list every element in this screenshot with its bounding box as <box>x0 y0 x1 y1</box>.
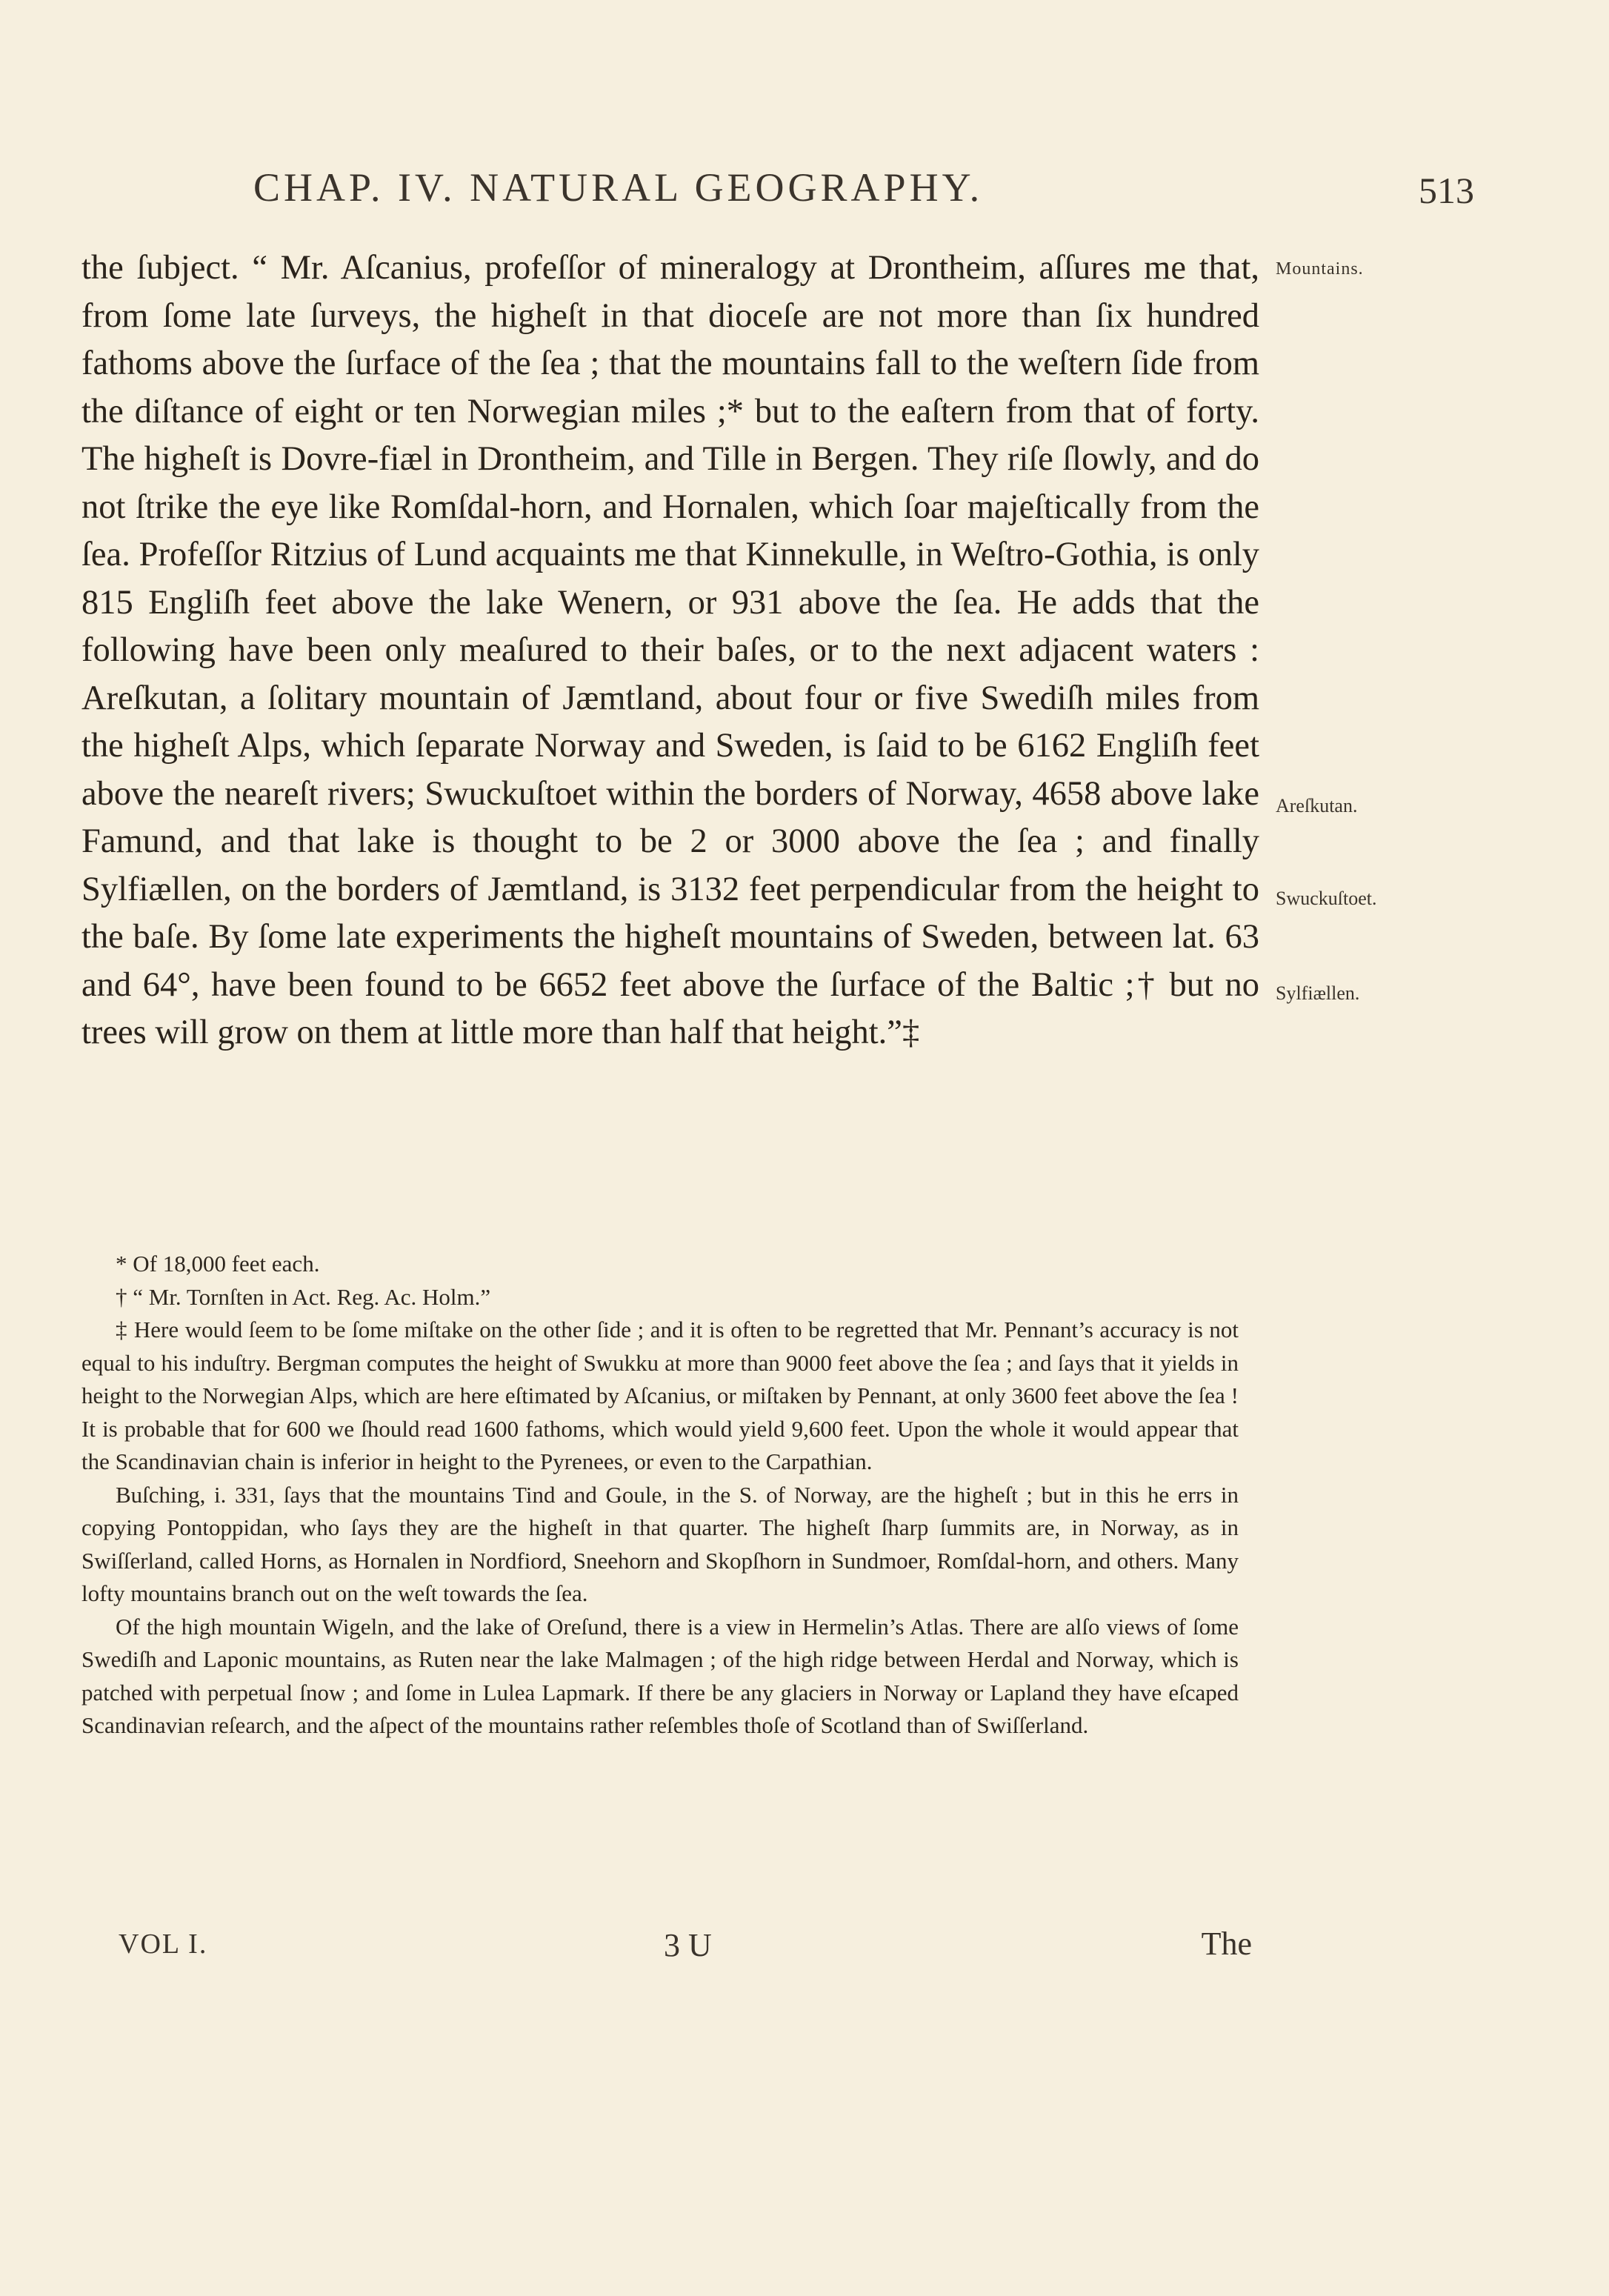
volume-label: VOL I. <box>119 1929 208 1960</box>
catchword: The <box>1201 1926 1252 1962</box>
signature-mark: 3 U <box>664 1927 712 1963</box>
margin-note-sylfiaellen: Sylfiællen. <box>1276 982 1360 1004</box>
footnote-dagger: † “ Mr. Tornſten in Act. Reg. Ac. Holm.” <box>116 1283 491 1310</box>
margin-note-mountains: Mountains. <box>1276 259 1364 279</box>
running-header <box>81 164 1474 224</box>
footnote-wigeln: Of the high mountain Wigeln, and the lake of Oreſund, there is a view in Hermelin’s Atlas. There are alſo views of ſome Swediſh and Laponic mountains, as Ruten near the lake Malmagen ; of the high ridge between Herdal and Norway, which is patched with perpetual ſnow ; and ſome in Lulea Lapmark. If there be any glaciers in Norway or Lapland they have eſcaped Scandinavian reſearch, and the aſpect of the mountains rather reſembles thoſe of Scotland than of Swiſſerland. <box>81 1613 1239 1738</box>
body-paragraph: the ſubject. “ Mr. Aſcanius, profeſſor of mineralogy at Drontheim, aſſures me that, from ſome late ſurveys, the higheſt in that diocеſe are not more than ſix hundred fathoms above the ſurface of the ſea ; that the mountains fall to the weſtern ſide from the diſtance of eight or ten Norwegian miles ;* but to the eaſtern from that of forty. The higheſt is Dovre-fiæl in Drontheim, and Tille in Bergen. They riſe ſlowly, and do not ſtrike the eye like Romſdal-horn, and Hornalen, which ſoar majeſtically from the ſea. Profeſſor Ritzius of Lund acquaints me that Kinnekulle, in Weſtro-Gothia, is only 815 Engliſh feet above the lake Wenern, or 931 above the ſea. He adds that the following have been only meaſured to their baſes, or to the next adjacent waters : Areſkutan, a ſolitary mountain of Jæmtland, about four or five Swediſh miles from the higheſt Alps, which ſeparate Norway and Sweden, is ſaid to be 6162 Engliſh feet above the neareſt rivers; Swuckuſtoet within the borders of Norway, 4658 above lake Famund, and that lake is thought to be 2 or 3000 above the ſea ; and finally Sylfiællen, on the borders of Jæmtland, is 3132 feet perpendicular from the height to the baſe. By ſome late experiments the higheſt mountains of Sweden, between lat. 63 and 64°, have been found to be 6652 feet above the ſurface of the Baltic ;† but no trees will grow on them at little more than half that height.”‡ <box>81 249 1259 1051</box>
margin-note-areskutan: Areſkutan. <box>1276 795 1358 816</box>
footnote-busching: Buſching, i. 331, ſays that the mountains Tind and Goule, in the S. of Norway, are the higheſt ; but in this he errs in copying Pontoppidan, who ſays they are the higheſt in that quarter. The higheſt ſharp ſummits are, in Norway, as in Swiſſerland, called Horns, as Hornalen in Nordfiord, Sneehorn and Skopſhorn in Sundmoer, Romſdal-horn, and others. Many lofty mountains branch out on the weſt towards the ſea. <box>81 1481 1239 1606</box>
page-number: 513 <box>1419 170 1474 211</box>
footnote-double-dagger: ‡ Here would ſeem to be ſome miſtake on the other ſide ; and it is often to be regretted that Mr. Pennant’s accuracy is not equal to his induſtry. Bergman computes the height of Swukku at more than 9000 feet above the ſea ; and ſays that it yields in height to the Norwegian Alps, which are here eſtimated by Aſcanius, or miſtaken by Pennant, at only 3600 feet above the ſea ! It is probable that for 600 we ſhould read 1600 fathoms, which would yield 9,600 feet. Upon the whole it would appear that the Scandinavian chain is inferior in height to the Pyrenees, or even to the Carpathian. <box>81 1317 1239 1474</box>
body-text <box>81 244 1259 1057</box>
chapter-title: CHAP. IV. NATURAL GEOGRAPHY. <box>253 165 984 210</box>
footnote-asterisk: * Of 18,000 feet each. <box>116 1251 320 1277</box>
page-footer <box>81 1923 1252 1975</box>
footnotes <box>81 1248 1239 1743</box>
margin-note-swuckustoet: Swuckuſtoet. <box>1276 888 1377 909</box>
